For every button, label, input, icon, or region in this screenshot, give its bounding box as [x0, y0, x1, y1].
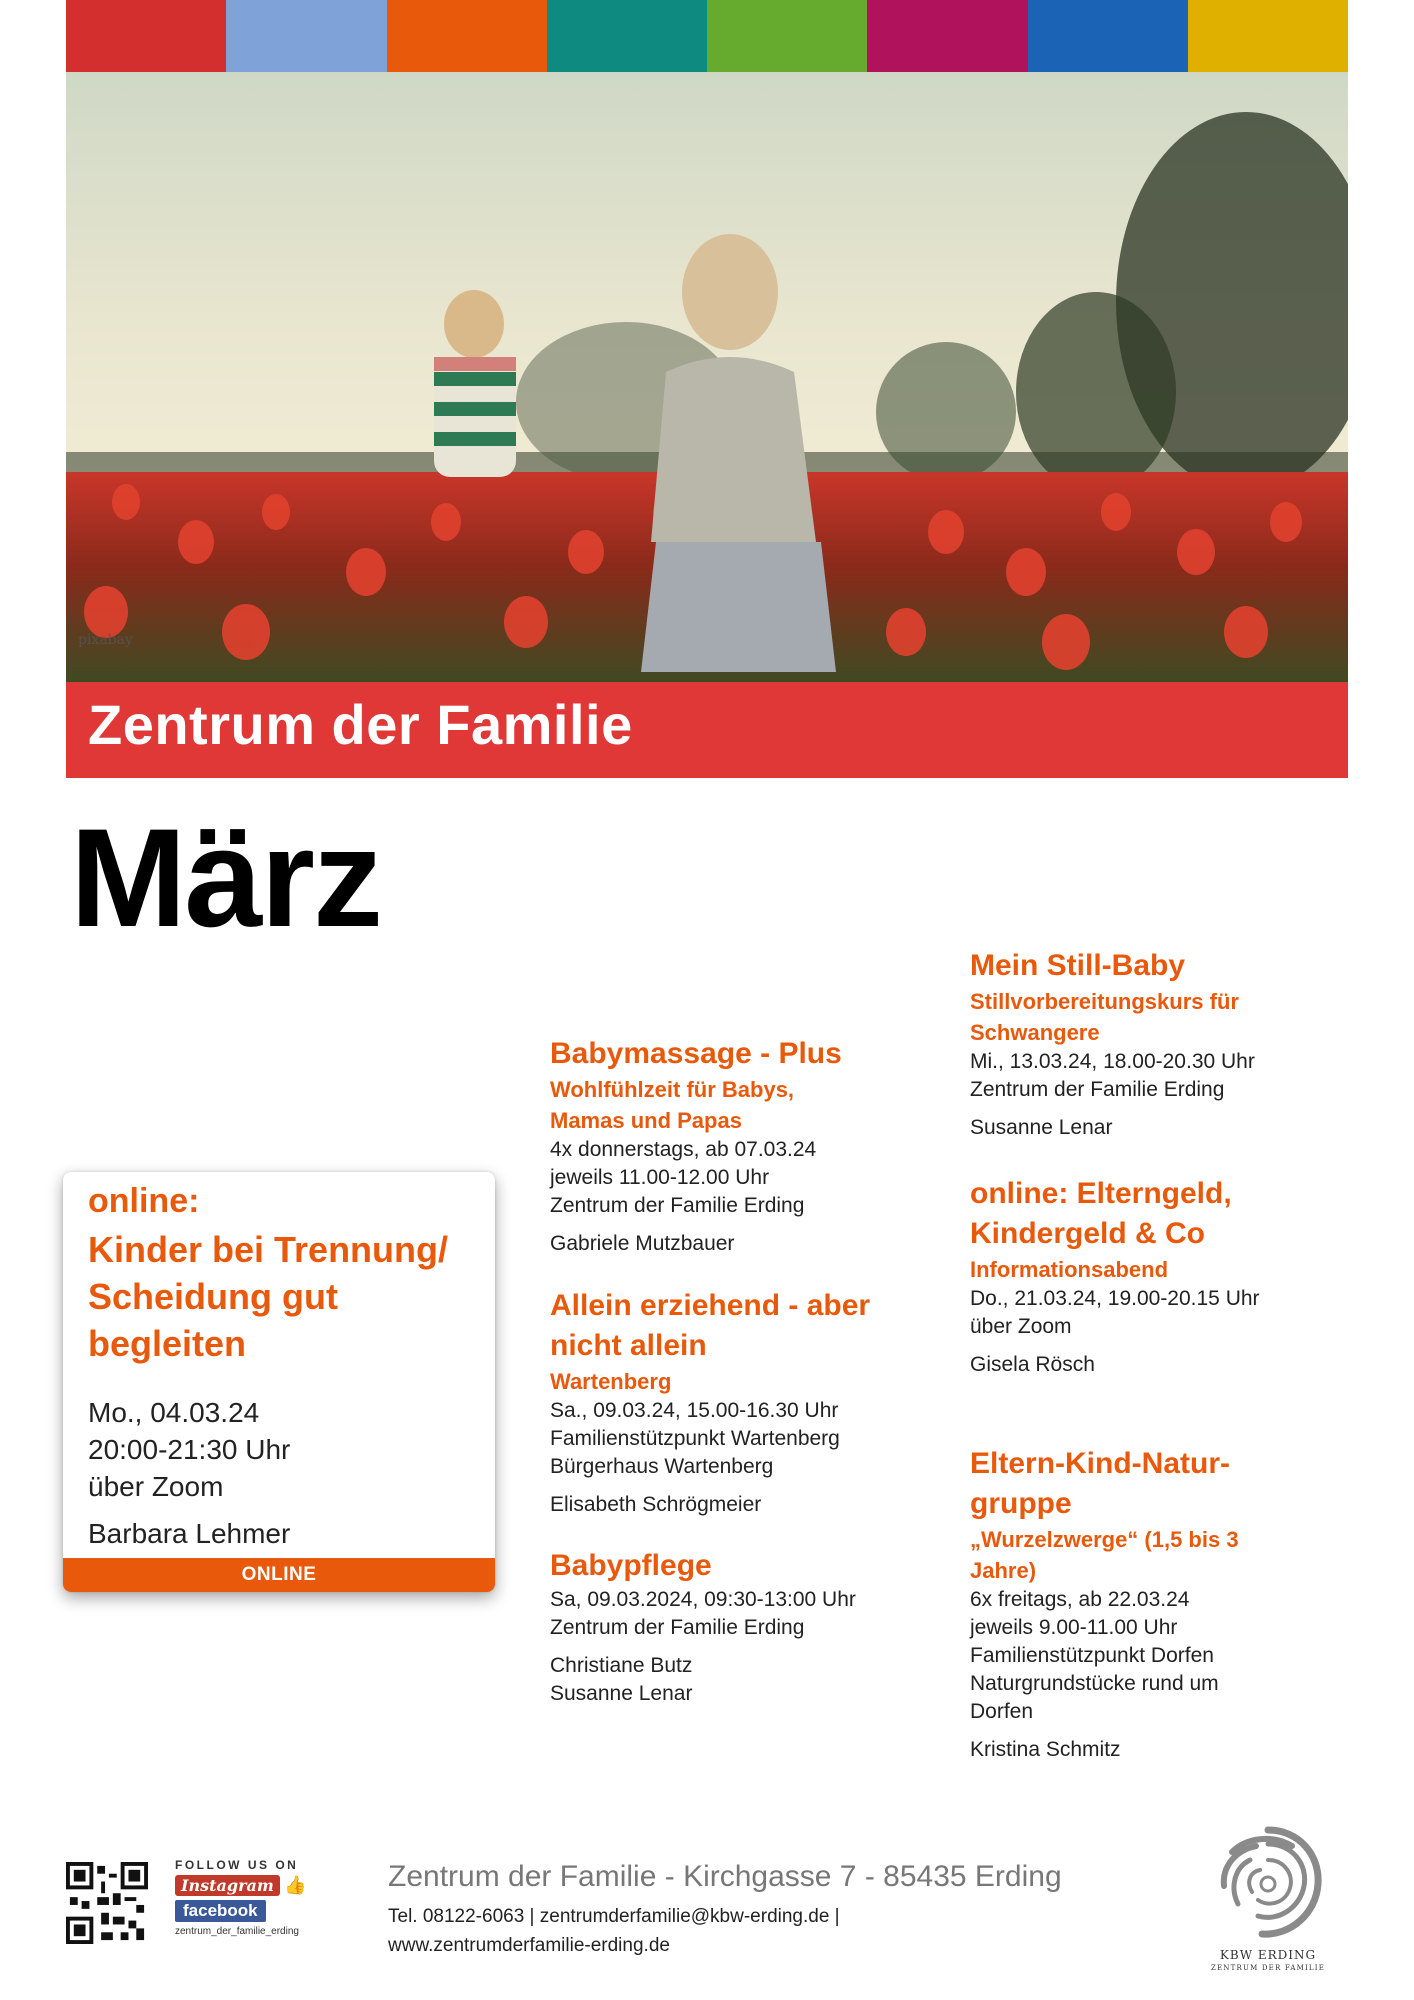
- event-person: Elisabeth Schrögmeier: [550, 1493, 762, 1516]
- event-detail: Familienstützpunkt Dorfen: [970, 1644, 1214, 1667]
- color-stripes: [66, 0, 1348, 72]
- social-links: [175, 1858, 335, 1948]
- color-stripe: [387, 0, 547, 72]
- event-detail: Bürgerhaus Wartenberg: [550, 1455, 774, 1478]
- social-handle: zentrum_der_familie_erding: [175, 1926, 299, 1937]
- website-link[interactable]: www.zentrumderfamilie-erding.de: [388, 1935, 670, 1956]
- facebook-link[interactable]: facebook: [175, 1900, 266, 1922]
- thumbs-up-icon: 👍: [284, 1875, 307, 1895]
- featured-datetime: [88, 1394, 290, 1505]
- contact-line[interactable]: Tel. 08122-6063 | zentrumderfamilie@kbw-erding.de |: [388, 1906, 840, 1927]
- event-still-baby: [970, 946, 1310, 1142]
- event-detail: Zentrum der Familie Erding: [550, 1616, 805, 1639]
- event-subtitle: Wartenberg: [550, 1369, 672, 1394]
- featured-title: Kinder bei Trennung/ Scheidung gut begleiten: [88, 1229, 449, 1364]
- color-stripe: [547, 0, 707, 72]
- event-detail: jeweils 9.00-11.00 Uhr: [970, 1616, 1178, 1639]
- color-stripe: [226, 0, 386, 72]
- event-elterngeld: [970, 1174, 1340, 1379]
- featured-place: über Zoom: [88, 1471, 224, 1502]
- event-detail: Sa, 09.03.2024, 09:30-13:00 Uhr: [550, 1588, 856, 1611]
- event-title: Babymassage - Plus: [550, 1037, 842, 1070]
- logo-subtitle: ZENTRUM DER FAMILIE: [1210, 1964, 1326, 1972]
- featured-event-card: [63, 1172, 495, 1592]
- event-detail: 4x donnerstags, ab 07.03.24: [550, 1138, 817, 1161]
- color-stripe: [66, 0, 226, 72]
- event-title: Babypflege: [550, 1549, 712, 1582]
- event-detail: Sa., 09.03.24, 15.00-16.30 Uhr: [550, 1399, 839, 1422]
- event-detail: Naturgrundstücke rund um Dorfen: [970, 1672, 1219, 1723]
- event-naturgruppe: [970, 1444, 1280, 1764]
- footer-address: Zentrum der Familie - Kirchgasse 7 - 85435 Erding: [388, 1860, 1062, 1893]
- event-babypflege: [550, 1546, 890, 1708]
- event-detail: 6x freitags, ab 22.03.24: [970, 1588, 1190, 1611]
- instagram-link[interactable]: Instagram: [175, 1875, 280, 1896]
- event-allein-erziehend: [550, 1286, 890, 1519]
- event-title: online: Elterngeld, Kindergeld & Co: [970, 1177, 1232, 1250]
- event-detail: über Zoom: [970, 1315, 1072, 1338]
- online-badge: [63, 1558, 495, 1592]
- event-babymassage: [550, 1034, 870, 1258]
- event-title: Mein Still-Baby: [970, 949, 1186, 982]
- event-subtitle: Wohlfühlzeit für Babys, Mamas und Papas: [550, 1077, 795, 1133]
- footer-contact: [388, 1902, 840, 1960]
- online-badge-label: ONLINE: [241, 1564, 317, 1585]
- logo-name: KBW ERDING: [1219, 1948, 1317, 1962]
- featured-kicker: online:: [88, 1182, 200, 1220]
- event-subtitle: Stillvorbereitungskurs für Schwangere: [970, 989, 1239, 1045]
- kbw-logo-icon: [1208, 1822, 1328, 1944]
- color-stripe: [867, 0, 1027, 72]
- event-detail: Zentrum der Familie Erding: [550, 1194, 805, 1217]
- event-detail: Do., 21.03.24, 19.00-20.15 Uhr: [970, 1287, 1260, 1310]
- event-detail: jeweils 11.00-12.00 Uhr: [550, 1166, 770, 1189]
- featured-person: Barbara Lehmer: [88, 1518, 291, 1549]
- qr-code-icon[interactable]: [66, 1862, 148, 1944]
- follow-label: FOLLOW US ON: [175, 1858, 299, 1872]
- event-detail: Familienstützpunkt Wartenberg: [550, 1427, 840, 1450]
- featured-time: 20:00-21:30 Uhr: [88, 1434, 291, 1465]
- event-title: Eltern-Kind-Natur-gruppe: [970, 1447, 1230, 1520]
- event-person: Kristina Schmitz: [970, 1738, 1121, 1761]
- event-subtitle: „Wurzelzwerge“ (1,5 bis 3 Jahre): [970, 1527, 1239, 1583]
- event-detail: Zentrum der Familie Erding: [970, 1078, 1225, 1101]
- event-detail: Mi., 13.03.24, 18.00-20.30 Uhr: [970, 1050, 1255, 1073]
- color-stripe: [1028, 0, 1188, 72]
- color-stripe: [707, 0, 867, 72]
- event-subtitle: Informationsabend: [970, 1257, 1169, 1282]
- event-person: Christiane Butz: [550, 1654, 693, 1677]
- month-heading: März: [70, 799, 381, 956]
- banner-title: Zentrum der Familie: [88, 693, 633, 756]
- hero-photo: [66, 72, 1348, 682]
- event-person: Susanne Lenar: [550, 1682, 693, 1705]
- event-person: Gisela Rösch: [970, 1353, 1095, 1376]
- featured-date: Mo., 04.03.24: [88, 1397, 260, 1428]
- title-banner: [66, 682, 1348, 778]
- photo-credit: pixabay: [78, 632, 133, 648]
- event-person: Gabriele Mutzbauer: [550, 1232, 735, 1255]
- event-title: Allein erziehend - aber nicht allein: [550, 1289, 871, 1362]
- event-person: Susanne Lenar: [970, 1116, 1113, 1139]
- color-stripe: [1188, 0, 1348, 72]
